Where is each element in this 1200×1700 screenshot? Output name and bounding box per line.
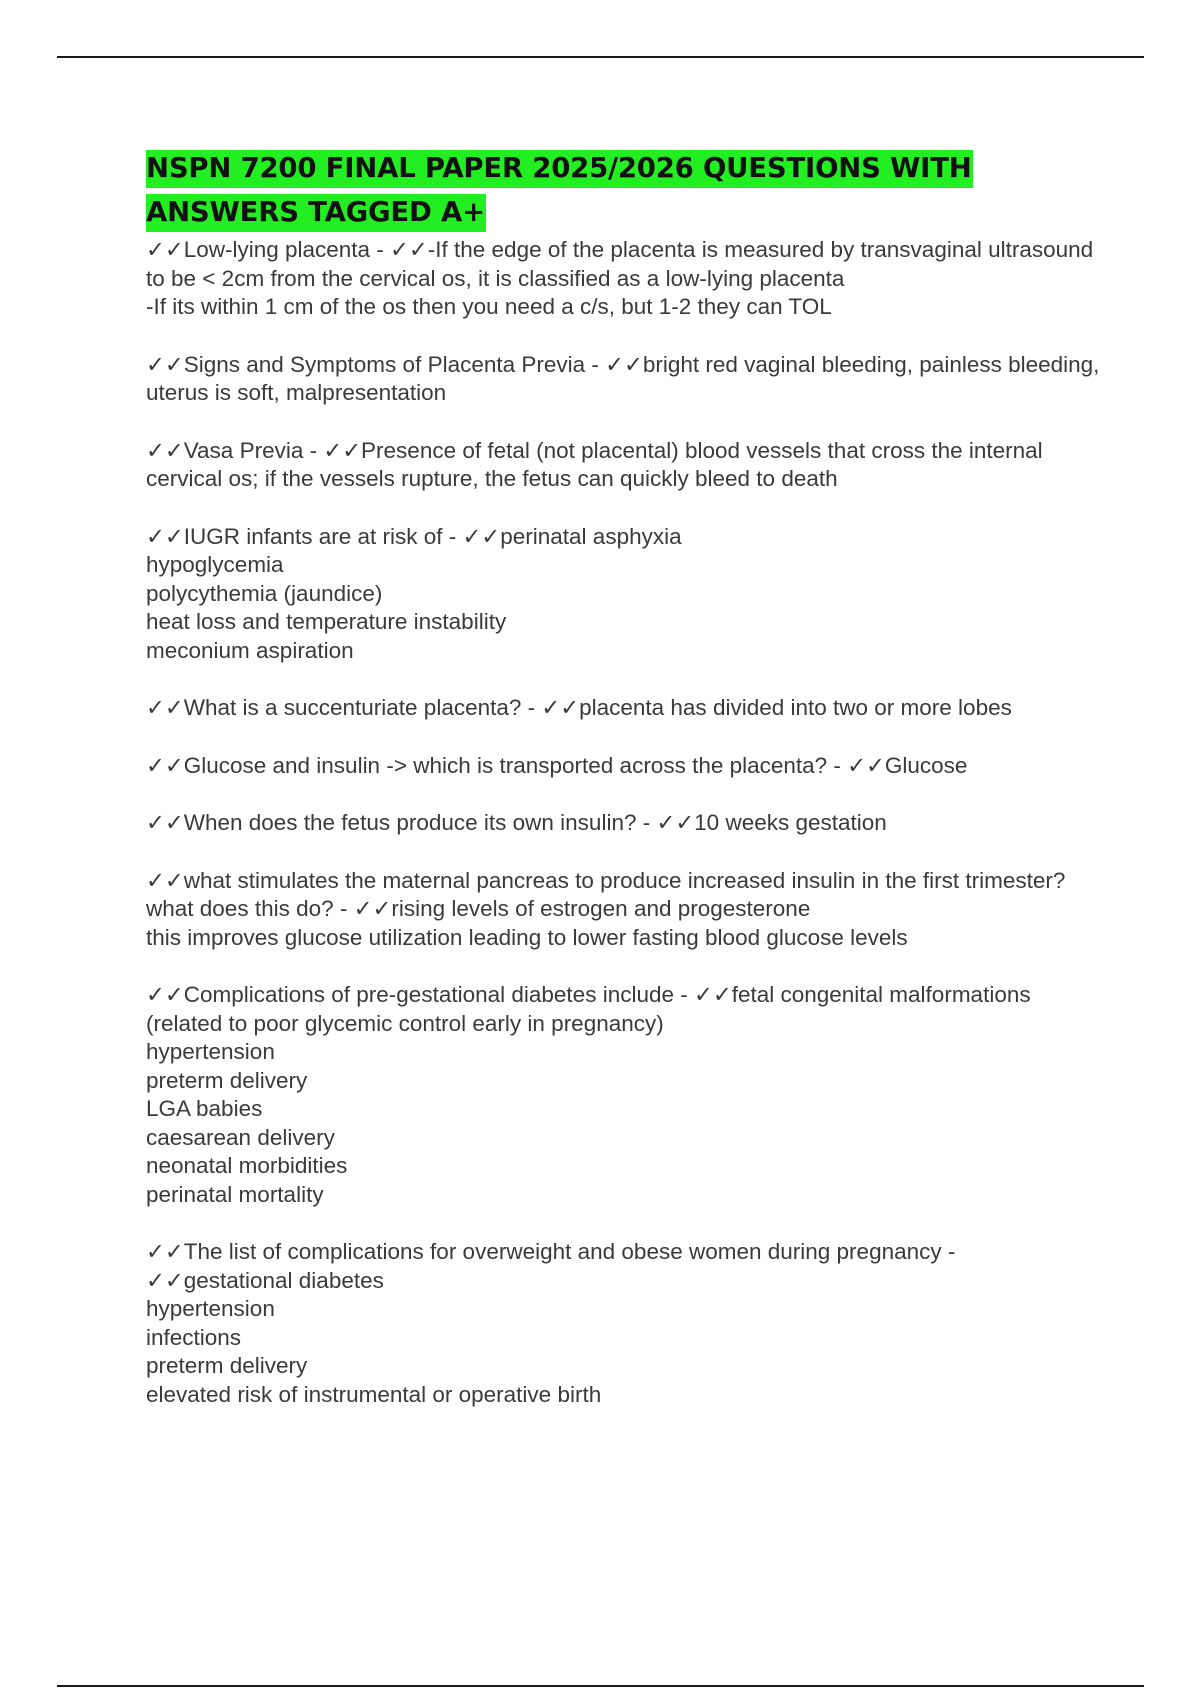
qa-entry-iugr-risks: ✓✓IUGR infants are at risk of - ✓✓perinatal asphyxia hypoglycemia polycythemia (jaundice) heat loss and temperature instability meconium aspiration [146,523,682,663]
title-highlight: NSPN 7200 FINAL PAPER 2025/2026 QUESTIONS WITH ANSWERS TAGGED A+ [146,150,973,232]
qa-entry-glucose-transport: ✓✓Glucose and insulin -> which is transported across the placenta? - ✓✓Glucose [146,752,968,778]
qa-entry-fetal-insulin: ✓✓When does the fetus produce its own insulin? - ✓✓10 weeks gestation [146,810,887,835]
qa-entry-obesity-complications: ✓✓The list of complications for overweight and obese women during pregnancy - ✓✓gestational diabetes hypertension infections preterm delivery elevated risk of instrumental or operative birth [146,1239,956,1407]
qa-entry-maternal-pancreas: ✓✓what stimulates the maternal pancreas to produce increased insulin in the first trimester? what does this do? - ✓✓rising levels of estrogen and progesterone this improves glucose utilization leading to lower fasting blood glucose levels [146,867,1066,950]
top-rule [57,56,1144,58]
qa-entry-low-lying-placenta: ✓✓Low-lying placenta - ✓✓-If the edge of the placenta is measured by transvaginal ultrasound to be < 2cm from the cervical os, it is classified as a low-lying placenta -If its within 1 cm of the os then you need a c/s, but 1-2 they can TOL [146,237,1094,319]
qa-entry-placenta-previa: ✓✓Signs and Symptoms of Placenta Previa - ✓✓bright red vaginal bleeding, painless bleeding, uterus is soft, malpresentation [146,351,1100,405]
qa-entry-succenturiate-placenta: ✓✓What is a succenturiate placenta? - ✓✓placenta has divided into two or more lobes [146,695,1012,720]
document-body [146,146,1106,1438]
qa-entry-pregestational-diabetes: ✓✓Complications of pre-gestational diabetes include - ✓✓fetal congenital malformations (related to poor glycemic control early in pregnancy) hypertension preterm delivery LGA babies caesarean delivery neonatal morbidities perinatal mortality [146,982,1031,1207]
qa-entry-vasa-previa: ✓✓Vasa Previa - ✓✓Presence of fetal (not placental) blood vessels that cross the internal cervical os; if the vessels rupture, the fetus can quickly bleed to death [146,437,1043,491]
document-title [146,146,1106,234]
bottom-rule [57,1685,1144,1687]
